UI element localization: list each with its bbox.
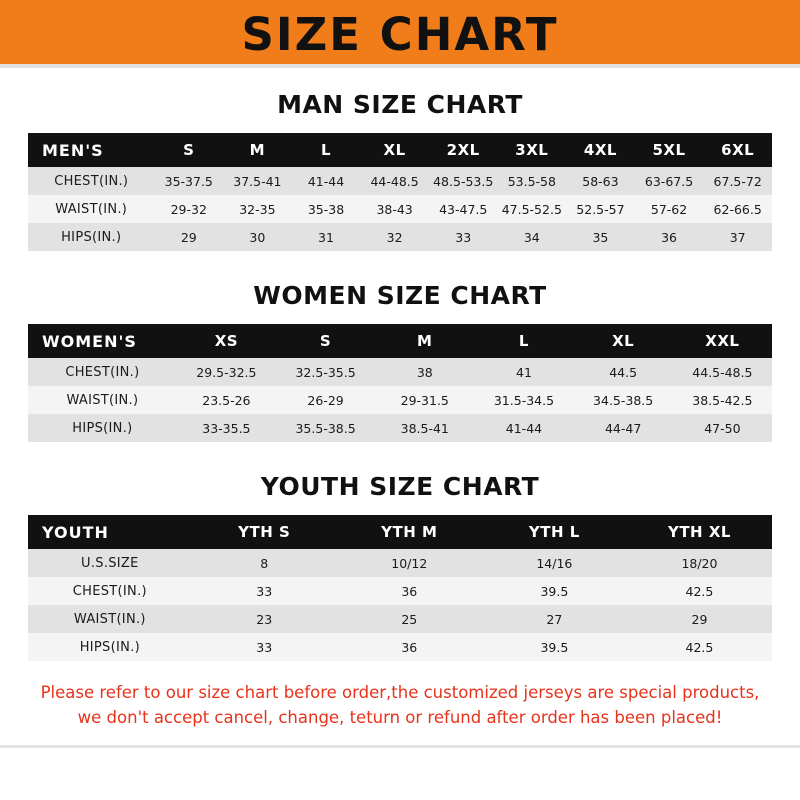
table-cell: 32 <box>360 223 429 251</box>
table-cell: 39.5 <box>482 633 627 661</box>
table-women-sizes <box>28 324 772 442</box>
table-cell: 23 <box>192 605 337 633</box>
table-cell: 31 <box>292 223 361 251</box>
table-cell: 38.5-42.5 <box>673 386 772 414</box>
column-header: S <box>154 133 223 167</box>
table-cell: 10/12 <box>337 549 482 577</box>
column-header: 3XL <box>498 133 567 167</box>
table-cell: 18/20 <box>627 549 772 577</box>
table-cell: 48.5-53.5 <box>429 167 498 195</box>
table-row <box>28 223 772 251</box>
table-cell: 36 <box>635 223 704 251</box>
table-cell: 14/16 <box>482 549 627 577</box>
table-cell: 33 <box>429 223 498 251</box>
column-header: YTH S <box>192 515 337 549</box>
table-cell: 62-66.5 <box>703 195 772 223</box>
table-cell: 37.5-41 <box>223 167 292 195</box>
row-label: WAIST(IN.) <box>28 605 192 633</box>
table-row <box>28 195 772 223</box>
table-cell: 41-44 <box>474 414 573 442</box>
table-cell: 57-62 <box>635 195 704 223</box>
table-cell: 41 <box>474 358 573 386</box>
table-cell: 29-31.5 <box>375 386 474 414</box>
column-header: 5XL <box>635 133 704 167</box>
table-head <box>28 133 772 167</box>
table-cell: 25 <box>337 605 482 633</box>
table-cell: 39.5 <box>482 577 627 605</box>
table-row <box>28 605 772 633</box>
table-row <box>28 386 772 414</box>
table-cell: 32.5-35.5 <box>276 358 375 386</box>
table-row <box>28 167 772 195</box>
section-title-women: WOMEN SIZE CHART <box>253 281 547 310</box>
table-cell: 38-43 <box>360 195 429 223</box>
table-header-row <box>28 515 772 549</box>
order-policy-note <box>0 681 800 731</box>
table-cell: 37 <box>703 223 772 251</box>
row-label: CHEST(IN.) <box>28 577 192 605</box>
table-cell: 34.5-38.5 <box>574 386 673 414</box>
table-cell: 38.5-41 <box>375 414 474 442</box>
table-cell: 36 <box>337 577 482 605</box>
table-cell: 33-35.5 <box>177 414 276 442</box>
table-cell: 32-35 <box>223 195 292 223</box>
table-row <box>28 633 772 661</box>
table-cell: 44.5-48.5 <box>673 358 772 386</box>
table-header-row <box>28 133 772 167</box>
table-head <box>28 515 772 549</box>
row-label: CHEST(IN.) <box>28 167 154 195</box>
table-cell: 44-48.5 <box>360 167 429 195</box>
row-label: CHEST(IN.) <box>28 358 177 386</box>
table-cell: 35.5-38.5 <box>276 414 375 442</box>
table-body <box>28 167 772 251</box>
table-cell: 44.5 <box>574 358 673 386</box>
table-cell: 29-32 <box>154 195 223 223</box>
table-cell: 44-47 <box>574 414 673 442</box>
table-cell: 35 <box>566 223 635 251</box>
table-body <box>28 358 772 442</box>
column-header: L <box>474 324 573 358</box>
column-header: YTH L <box>482 515 627 549</box>
section-youth <box>0 472 800 661</box>
table-cell: 67.5-72 <box>703 167 772 195</box>
table-cell: 36 <box>337 633 482 661</box>
table-cell: 30 <box>223 223 292 251</box>
note-line-1: Please refer to our size chart before order,the customized jerseys are special products, <box>40 683 760 702</box>
row-label: HIPS(IN.) <box>28 633 192 661</box>
table-cell: 8 <box>192 549 337 577</box>
section-title-youth: YOUTH SIZE CHART <box>260 472 540 501</box>
column-header: M <box>223 133 292 167</box>
column-header: S <box>276 324 375 358</box>
section-man <box>0 90 800 251</box>
table-cell: 42.5 <box>627 633 772 661</box>
table-man-sizes <box>28 133 772 251</box>
column-header: 4XL <box>566 133 635 167</box>
table-row <box>28 577 772 605</box>
table-cell: 52.5-57 <box>566 195 635 223</box>
table-cell: 33 <box>192 577 337 605</box>
table-cell: 31.5-34.5 <box>474 386 573 414</box>
row-label: HIPS(IN.) <box>28 223 154 251</box>
table-cell: 53.5-58 <box>498 167 567 195</box>
table-cell: 33 <box>192 633 337 661</box>
table-row <box>28 549 772 577</box>
row-label: WAIST(IN.) <box>28 195 154 223</box>
column-header: XL <box>574 324 673 358</box>
column-header: 6XL <box>703 133 772 167</box>
table-cell: 63-67.5 <box>635 167 704 195</box>
row-label: HIPS(IN.) <box>28 414 177 442</box>
row-label: U.S.SIZE <box>28 549 192 577</box>
column-header: YTH M <box>337 515 482 549</box>
column-header: WOMEN'S <box>28 324 177 358</box>
table-cell: 42.5 <box>627 577 772 605</box>
table-row <box>28 358 772 386</box>
table-cell: 27 <box>482 605 627 633</box>
table-youth-sizes <box>28 515 772 661</box>
section-title-man: MAN SIZE CHART <box>277 90 523 119</box>
table-cell: 26-29 <box>276 386 375 414</box>
table-cell: 29 <box>627 605 772 633</box>
table-header-row <box>28 324 772 358</box>
column-header: XL <box>360 133 429 167</box>
table-cell: 29 <box>154 223 223 251</box>
column-header: XS <box>177 324 276 358</box>
column-header: 2XL <box>429 133 498 167</box>
bottom-divider <box>0 745 800 748</box>
table-head <box>28 324 772 358</box>
table-cell: 38 <box>375 358 474 386</box>
section-women <box>0 281 800 442</box>
column-header: XXL <box>673 324 772 358</box>
note-line-2: we don't accept cancel, change, teturn or refund after order has been placed! <box>77 707 723 727</box>
page-banner <box>0 0 800 68</box>
page-title: SIZE CHART <box>241 7 559 61</box>
column-header: M <box>375 324 474 358</box>
column-header: L <box>292 133 361 167</box>
table-cell: 35-38 <box>292 195 361 223</box>
table-cell: 43-47.5 <box>429 195 498 223</box>
table-cell: 23.5-26 <box>177 386 276 414</box>
table-cell: 47-50 <box>673 414 772 442</box>
table-cell: 35-37.5 <box>154 167 223 195</box>
table-body <box>28 549 772 661</box>
table-cell: 47.5-52.5 <box>498 195 567 223</box>
column-header: YOUTH <box>28 515 192 549</box>
table-cell: 29.5-32.5 <box>177 358 276 386</box>
table-cell: 58-63 <box>566 167 635 195</box>
column-header: MEN'S <box>28 133 154 167</box>
row-label: WAIST(IN.) <box>28 386 177 414</box>
table-cell: 41-44 <box>292 167 361 195</box>
column-header: YTH XL <box>627 515 772 549</box>
table-cell: 34 <box>498 223 567 251</box>
table-row <box>28 414 772 442</box>
